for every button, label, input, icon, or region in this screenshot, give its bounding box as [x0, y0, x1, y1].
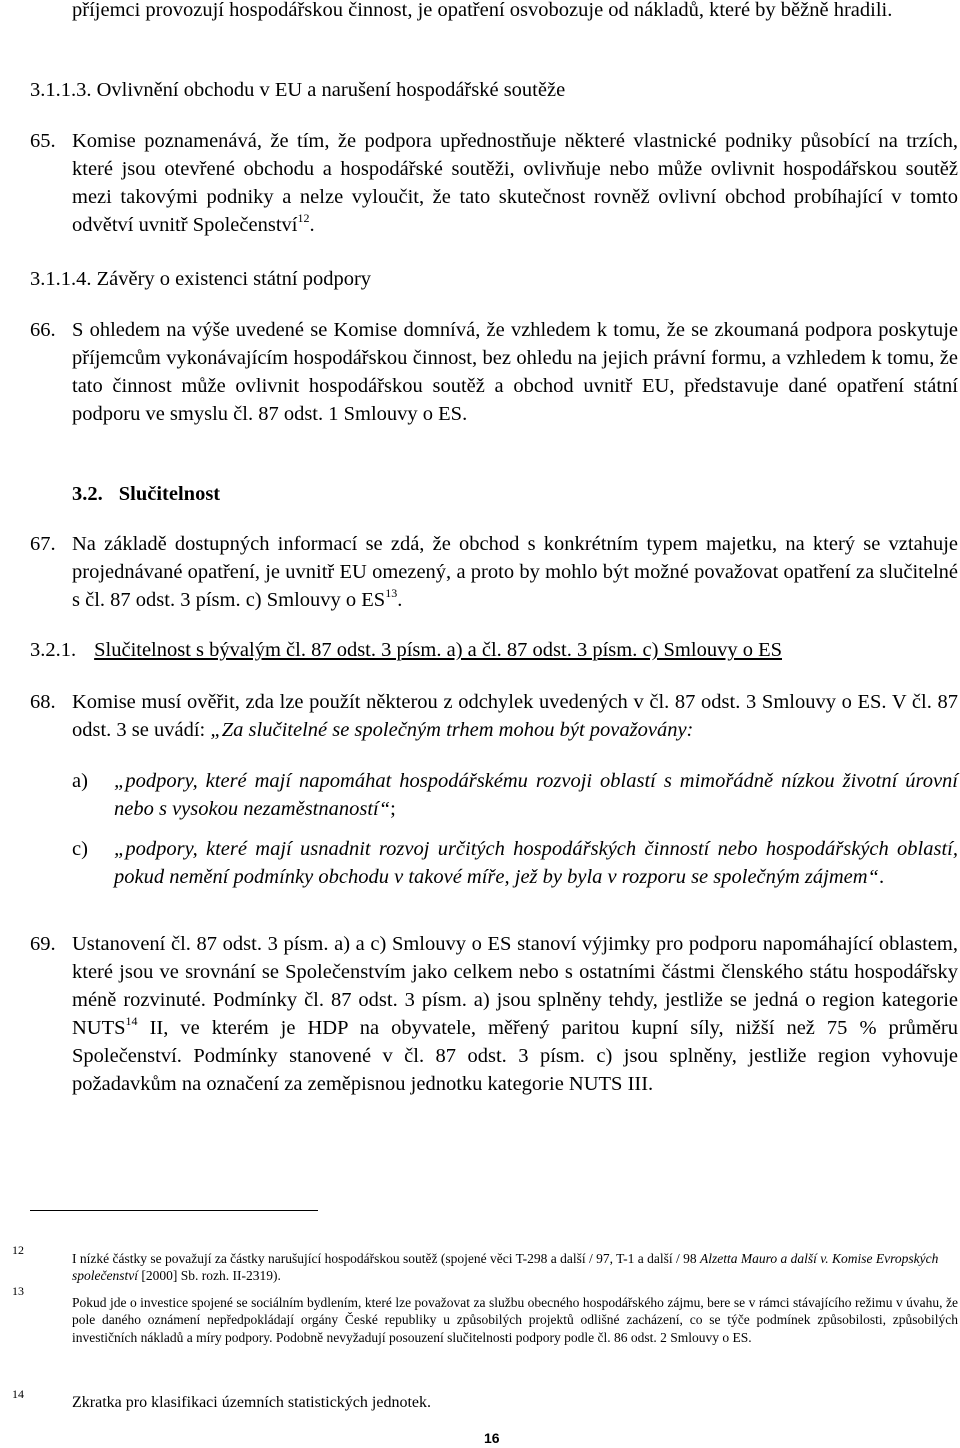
list-item-text: „podpory, které mají napomáhat hospodářskému rozvoji oblastí s mimořádně nízkou životní úrovní nebo s vysokou nezaměstnaností“ [114, 770, 958, 820]
paragraph-end: . [397, 589, 403, 611]
list-label: a) [72, 770, 88, 792]
footnote-ref-14: 14 [125, 1014, 138, 1028]
footnote-end: [2000] Sb. rozh. II-2319). [137, 1268, 281, 1284]
paragraph-continuation: příjemci provozují hospodářskou činnost, je opatření osvobozuje od nákladů, které by běžně hradili. [72, 0, 893, 21]
footnote-12 [72, 1250, 958, 1285]
footnote-13: Pokud jde o investice spojené se sociálním bydlením, které lze považovat za službu obecného hospodářského zájmu, bere se v rámci stávajícího režimu v úvahu, že pole daného oznámení nepředpokládají orgány České republiky u způsobilých projektů odlišné zacházení, co se týče podmínek způsobilosti, způsobilých investičních nákladů a míry podpory. Podobně nevyžadují posouzení slučitelnosti podpory podle čl. 86 odst. 2 Smlouvy o ES. [72, 1295, 958, 1345]
paragraph-text: Ustanovení čl. 87 odst. 3 písm. a) a c) Smlouvy o ES stanoví výjimky pro podporu napomáhající oblastem, které jsou ve srovnání se Společenstvím jako celkem nebo s ostatními částmi členského státu hospodářsky méně rozvinuté. Podmínky čl. 87 odst. 3 písm. a) jsou splněny tehdy, jestliže se jedná o region kategorie NUTS [72, 933, 958, 1039]
footnote-14: Zkratka pro klasifikaci územních statistických jednotek. [72, 1394, 431, 1411]
heading-3-1-1-4: 3.1.1.4. Závěry o existenci státní podpory [30, 268, 372, 290]
paragraph-68 [30, 688, 958, 744]
footnote-ref-13: 13 [385, 586, 398, 600]
heading-number: 3.2. [72, 483, 103, 505]
list-item-a [72, 767, 958, 823]
paragraph-text: Komise poznamenává, že tím, že podpora upřednostňuje některé vlastnické podniky působící na trzích, které jsou otevřené obchodu a hospodářské soutěži, ovlivňuje nebo může ovlivnit hospodářskou soutěž mezi takovými podniky a nelze vyloučit, že tato skutečnost rovněž ovlivní obchod probíhající v tomto odvětví uvnitř Společenství [72, 130, 958, 236]
paragraph-67 [30, 530, 958, 614]
paragraph-text: Na základě dostupných informací se zdá, že obchod s konkrétním typem majetku, na který se vztahuje projednávané opatření, je uvnitř EU omezený, a proto by mohlo být možné považovat opatření za slučitelné s čl. 87 odst. 3 písm. c) Smlouvy o ES [72, 533, 958, 611]
heading-title: Slučitelnost [118, 483, 221, 505]
paragraph-69 [30, 930, 958, 1098]
paragraph-quote: „Za slučitelné se společným trhem mohou být považovány: [210, 719, 694, 741]
heading-3-1-1-3: 3.1.1.3. Ovlivnění obchodu v EU a narušení hospodářské soutěže [30, 79, 566, 101]
footnote-separator [30, 1210, 318, 1211]
footnote-text: I nízké částky se považují za částky narušující hospodářskou soutěž (spojené věci T-298 a další / 97, T-1 a další / 98 [72, 1251, 700, 1266]
list-item-end: ; [390, 798, 396, 820]
heading-3-2 [72, 480, 220, 508]
paragraph-66 [30, 316, 958, 428]
paragraph-text: Komise musí ověřit, zda lze použít některou z odchylek uvedených v čl. 87 odst. 3 Smlouvy o ES. V čl. 87 odst. 3 se uvádí: [72, 691, 958, 741]
footnote-number: 13 [12, 1284, 24, 1298]
paragraph-number: 67. [30, 533, 56, 555]
paragraph-text-cont: II, ve kterém je HDP na obyvatele, měřený paritou kupní síly, nižší než 75 % průměru Společenství. Podmínky stanovené v čl. 87 odst. 3 písm. c) jsou splněny, jestliže region vyhovuje požadavkům na označení za zeměpisnou jednotku kategorie NUTS III. [72, 1017, 958, 1095]
list-item-c [72, 835, 958, 891]
footnote-number: 14 [12, 1387, 24, 1401]
page-number: 16 [484, 1430, 500, 1446]
paragraph-end: . [309, 214, 315, 236]
list-label: c) [72, 838, 88, 860]
paragraph-number: 65. [30, 130, 56, 152]
footnote-italic: Alzetta Mauro a další v. Komise Evropských společenství [72, 1251, 939, 1284]
paragraph-number: 69. [30, 933, 56, 955]
paragraph-65 [30, 127, 958, 239]
list-item-end: . [878, 866, 885, 888]
heading-title: Slučitelnost s bývalým čl. 87 odst. 3 písm. a) a čl. 87 odst. 3 písm. c) Smlouvy o ES [94, 639, 782, 661]
footnote-number: 12 [12, 1243, 24, 1257]
paragraph-number: 66. [30, 319, 56, 341]
paragraph-text: S ohledem na výše uvedené se Komise domnívá, že vzhledem k tomu, že se zkoumaná podpora poskytuje příjemcům vykonávajícím hospodářskou činnost, bez ohledu na jejich právní formu, a vzhledem k tomu, že tato činnost může ovlivnit hospodářskou soutěž a obchod uvnitř EU, představuje dané opatření státní podporu ve smyslu čl. 87 odst. 1 Smlouvy o ES. [72, 319, 958, 425]
heading-3-2-1 [30, 636, 782, 664]
list-item-text: „podpory, které mají usnadnit rozvoj určitých hospodářských činností nebo hospodářských oblastí, pokud nemění podmínky obchodu v takové míře, jež by byla v rozporu se společným zájmem“ [114, 838, 958, 888]
paragraph-number: 68. [30, 691, 56, 713]
footnote-ref-12: 12 [297, 211, 310, 225]
heading-number: 3.2.1. [30, 639, 77, 661]
